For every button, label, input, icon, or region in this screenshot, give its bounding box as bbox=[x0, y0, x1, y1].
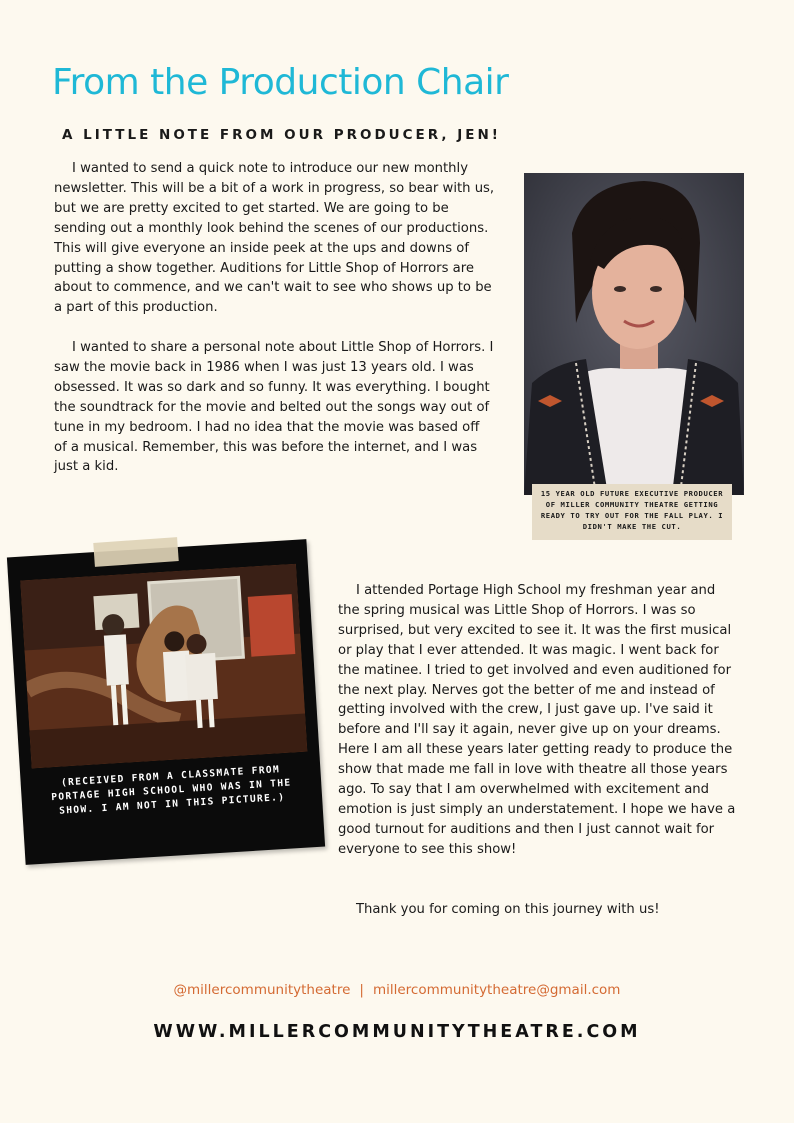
page-title: From the Production Chair bbox=[52, 62, 509, 103]
contact-line bbox=[0, 982, 794, 998]
instagram-handle[interactable]: @millercommunitytheatre bbox=[173, 982, 351, 998]
section-subtitle: A LITTLE NOTE FROM OUR PRODUCER, JEN! bbox=[62, 127, 501, 143]
contact-separator: | bbox=[359, 982, 364, 998]
article-paragraph-2: I wanted to share a personal note about Little Shop of Horrors. I saw the movie back in 1986 when I was just 13 years old. I was obsessed. It was so dark and so funny. It was everything. I bought the soundtrack for the movie and belted out the songs way out of tune in my bedroom. I had no idea that the movie was based off of a musical. Remember, this was before the internet, and I was just a kid. bbox=[54, 340, 494, 475]
website-link[interactable]: WWW.MILLERCOMMUNITYTHEATRE.COM bbox=[153, 1022, 641, 1042]
email-link[interactable]: millercommunitytheatre@gmail.com bbox=[372, 982, 621, 998]
polaroid-photo-frame bbox=[7, 539, 325, 865]
stage-production-photo bbox=[20, 564, 307, 768]
polaroid-caption: (RECEIVED FROM A CLASSMATE FROM PORTAGE HIGH SCHOOL WHO WAS IN THE SHOW. I AM NOT IN THIS PICTURE.) bbox=[50, 764, 292, 817]
portrait-photo bbox=[524, 173, 744, 495]
article-paragraph-1: I wanted to send a quick note to introduce our new monthly newsletter. This will be a bit of a work in progress, so bear with us, but we are pretty excited to get started. We are going to be sending out a monthly look behind the scenes of our productions. This will give everyone an inside peek at the ups and downs of putting a show together. Auditions for Little Shop of Horrors are about to commence, and we can't wait to see who shows up to be a part of this production. bbox=[54, 161, 495, 316]
portrait-caption: 15 YEAR OLD FUTURE EXECUTIVE PRODUCER OF MILLER COMMUNITY THEATRE GETTING READY TO TRY OUT FOR THE FALL PLAY. I DIDN'T MAKE THE CUT. bbox=[532, 484, 732, 540]
article-paragraph-4: Thank you for coming on this journey with us! bbox=[356, 902, 660, 917]
article-paragraph-3: I attended Portage High School my freshman year and the spring musical was Little Shop of Horrors. I was so surprised, but very excited to see it. It was the first musical or play that I ever attended. It was magic. I went back for the matinee. I tried to get involved and even auditioned for the next play. Nerves got the better of me and instead of getting involved with the crew, I just gave up. I've said it before and I'll say it again, never give up on your dreams. Here I am all these years later getting ready to produce the show that made me fall in love with theatre all those years ago. To say that I am overwhelmed with excitement and emotion is just simply an understatement. I hope we have a good turnout for auditions and then I just cannot wait for everyone to see this show! bbox=[338, 583, 736, 857]
